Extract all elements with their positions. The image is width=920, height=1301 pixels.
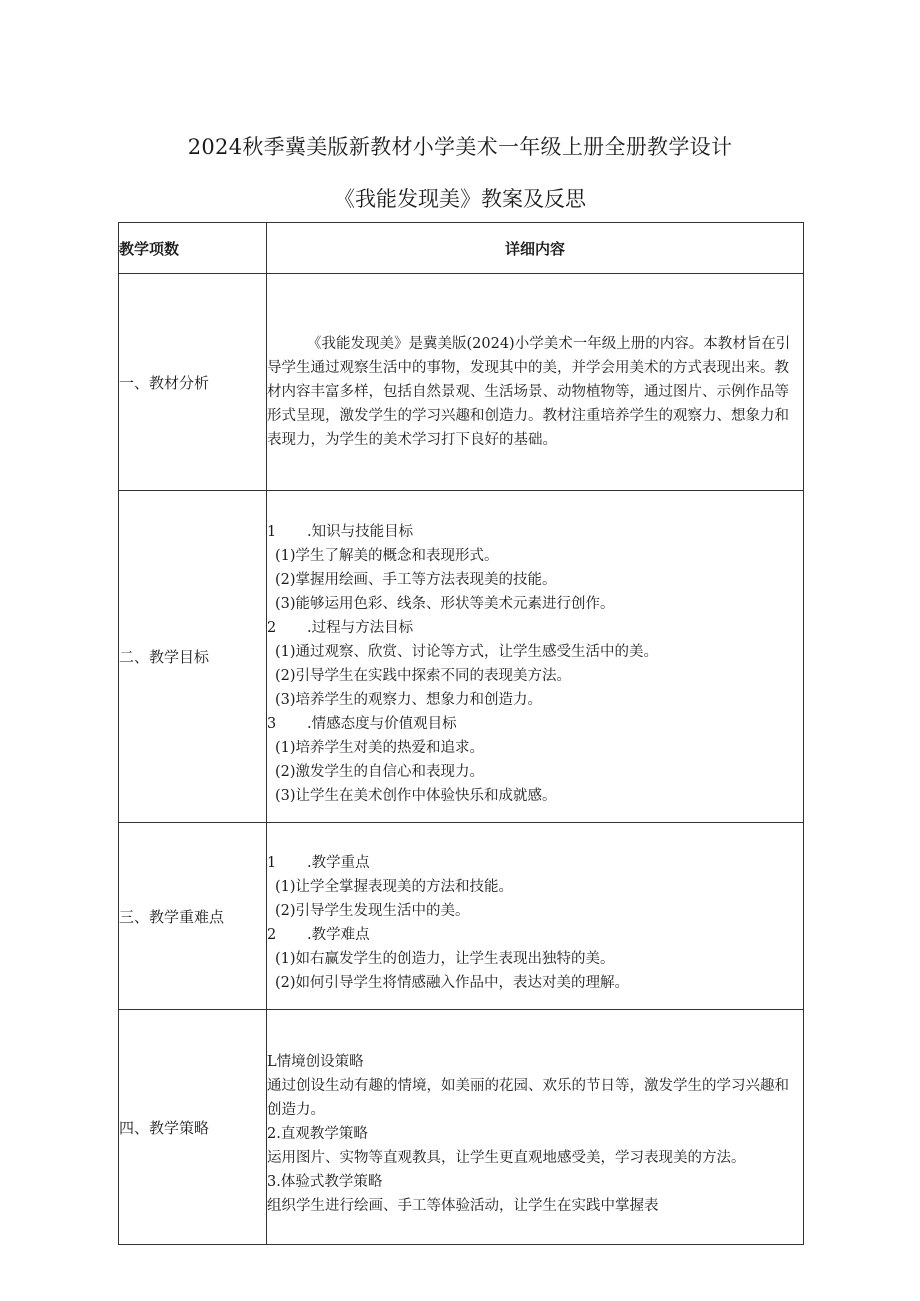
line-text: .教学难点 [307, 927, 370, 943]
line-text: (3)让学生在美术创作中体验快乐和成就感。 [275, 787, 557, 804]
row-label: 一、教材分析 [119, 274, 267, 491]
content-line [267, 688, 803, 712]
line-text: (2)掌握用绘画、手工等方法表现美的技能。 [275, 571, 557, 588]
content-line [267, 1050, 803, 1074]
line-text: (1)学生了解美的概念和表现形式。 [275, 547, 499, 564]
material-analysis-paragraph: 《我能发现美》是冀美版(2024)小学美术一年级上册的内容。本教材旨在引导学生通过观察生活中的事物，发现其中的美，并学会用美术的方式表现出来。教材内容丰富多样，包括自然景观、生活场景、动物植物等，通过图片、示例作品等形式呈现，激发学生的学习兴趣和创造力。教材注重培养学生的观察力、想象力和表现力，为学生的美术学习打下良好的基础。 [267, 336, 791, 448]
line-text: (3)能够运用色彩、线条、形状等美术元素进行创作。 [275, 595, 615, 612]
content-line [267, 784, 803, 808]
line-text: (2)引导学生发现生活中的美。 [275, 903, 470, 919]
line-text: .知识与技能目标 [307, 523, 414, 540]
content-line [267, 640, 803, 664]
section-number: 1 [267, 855, 277, 871]
section-heading [267, 851, 803, 875]
header-teaching-item: 教学项数 [119, 223, 267, 274]
header-detail-content: 详细内容 [267, 223, 804, 274]
content-line [267, 544, 803, 568]
table-row [119, 491, 804, 823]
line-text: (2)如何引导学生将情感融入作品中，表达对美的理解。 [275, 975, 630, 991]
content-line [267, 568, 803, 592]
line-text: (2)激发学生的自信心和表现力。 [275, 763, 485, 780]
line-text: 3.体验式教学策略 [267, 1174, 383, 1190]
content-line [267, 592, 803, 616]
section-heading [267, 616, 803, 640]
line-text: .情感态度与价值观目标 [307, 715, 457, 732]
row-label: 二、教学目标 [119, 491, 267, 823]
content-line [267, 947, 803, 971]
line-text: 通过创设生动有趣的情境，如美丽的花园、欢乐的节日等，激发学生的学习兴趣和创造力。 [267, 1078, 789, 1118]
content-line [267, 875, 803, 899]
content-line [267, 899, 803, 923]
row-label: 三、教学重难点 [119, 823, 267, 1010]
line-text: .过程与方法目标 [307, 619, 414, 636]
content-line [267, 971, 803, 995]
lesson-plan-table [118, 222, 804, 1245]
section-heading [267, 923, 803, 947]
content-line [267, 1074, 803, 1122]
table-row [119, 823, 804, 1010]
line-text: L情境创设策略 [267, 1054, 364, 1070]
row-label: 四、教学策略 [119, 1010, 267, 1245]
table-row [119, 274, 804, 491]
content-line [267, 736, 803, 760]
table-header-row [119, 223, 804, 274]
content-line [267, 1122, 803, 1146]
content-line [267, 1146, 803, 1170]
section-heading [267, 520, 803, 544]
content-line [267, 664, 803, 688]
section-number: 2 [267, 927, 277, 943]
line-text: (1)如右赢发学生的创造力，让学生表现出独特的美。 [275, 951, 615, 967]
line-text: (1)通过观察、欣赏、讨论等方式，让学生感受生活中的美。 [275, 643, 659, 660]
section-number: 3 [267, 715, 277, 732]
line-text: .教学重点 [307, 855, 370, 871]
row-content [267, 491, 804, 823]
table-row [119, 1010, 804, 1245]
section-number: 2 [267, 619, 277, 636]
row-content [267, 1010, 804, 1245]
line-text: (3)培养学生的观察力、想象力和创造力。 [275, 691, 543, 708]
line-text: 运用图片、实物等直观教具，让学生更直观地感受美，学习表现美的方法。 [267, 1150, 746, 1166]
document-subtitle: 《我能发现美》教案及反思 [334, 187, 586, 211]
document-title: 2024秋季冀美版新教材小学美术一年级上册全册教学设计 [187, 135, 733, 159]
content-line [267, 760, 803, 784]
line-text: (1)培养学生对美的热爱和追求。 [275, 739, 485, 756]
row-content [267, 823, 804, 1010]
line-text: (1)让学全掌握表现美的方法和技能。 [275, 879, 514, 895]
section-heading [267, 712, 803, 736]
content-line [267, 1194, 803, 1218]
line-text: (2)引导学生在实践中探索不同的表现美方法。 [275, 667, 572, 684]
line-text: 2.直观教学策略 [267, 1126, 368, 1142]
row-content [267, 274, 804, 491]
content-line [267, 1170, 803, 1194]
section-number: 1 [267, 523, 277, 540]
line-text: 组织学生进行绘画、手工等体验活动，让学生在实践中掌握表 [267, 1198, 659, 1214]
